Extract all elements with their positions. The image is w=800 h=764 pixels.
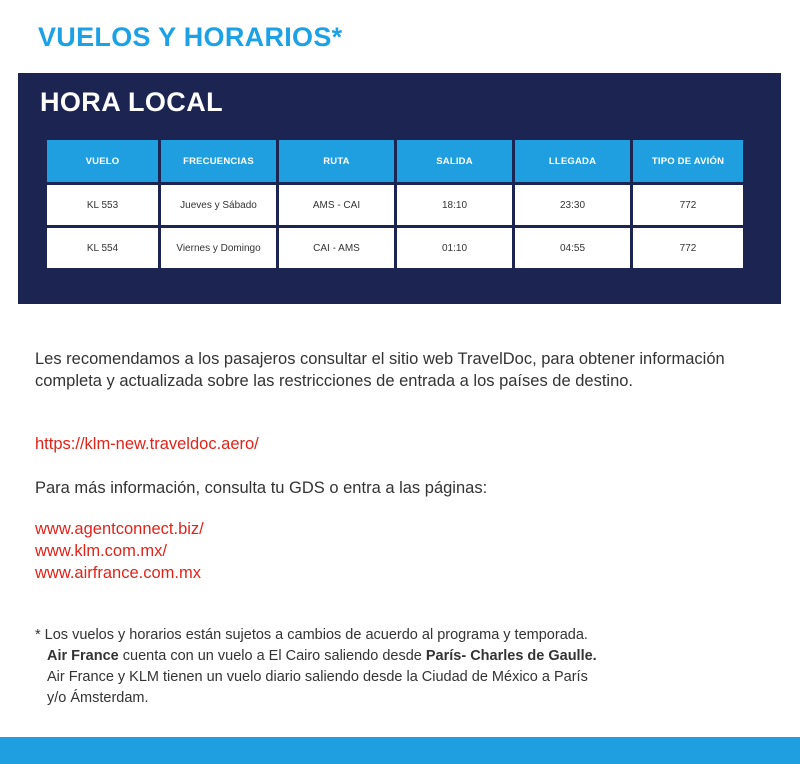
table-header-row [47, 140, 743, 182]
footnote-line-2 [35, 646, 775, 667]
cell-llegada: 04:55 [515, 228, 630, 268]
cell-vuelo: KL 554 [47, 228, 158, 268]
cell-tipo-de-avion: 772 [633, 228, 743, 268]
cell-frecuencias: Viernes y Domingo [161, 228, 276, 268]
page-title: VUELOS Y HORARIOS* [38, 22, 343, 52]
more-info-paragraph: Para más información, consulta tu GDS o entra a las páginas: [35, 479, 488, 497]
footnote-line-1: * Los vuelos y horarios están sujetos a cambios de acuerdo al programa y temporada. [35, 627, 588, 643]
cell-salida: 01:10 [397, 228, 512, 268]
intro-paragraph: Les recomendamos a los pasajeros consultar el sitio web TravelDoc, para obtener información completa y actualizada sobre las restricciones de entrada a los países de destino. [35, 350, 725, 390]
agentconnect-link[interactable]: www.agentconnect.biz/ [35, 520, 204, 538]
table-row [47, 185, 743, 225]
header-ruta: RUTA [279, 140, 394, 182]
cell-ruta: AMS - CAI [279, 185, 394, 225]
cell-ruta: CAI - AMS [279, 228, 394, 268]
footnote-cdg-bold: París- Charles de Gaulle. [425, 648, 597, 664]
cell-vuelo: KL 553 [47, 185, 158, 225]
header-salida: SALIDA [397, 140, 512, 182]
schedule-panel [18, 73, 781, 304]
airfrance-link[interactable]: www.airfrance.com.mx [35, 564, 201, 582]
footnote-airfrance-bold: Air France [47, 648, 119, 664]
cell-salida: 18:10 [397, 185, 512, 225]
footnote-line-2-text: cuenta con un vuelo a El Cairo saliendo desde [118, 648, 426, 664]
footnote [35, 625, 775, 709]
cell-tipo-de-avion: 772 [633, 185, 743, 225]
header-tipo-de-avion: TIPO DE AVIÓN [633, 140, 743, 182]
panel-title: HORA LOCAL [40, 87, 223, 117]
header-vuelo: VUELO [47, 140, 158, 182]
cell-llegada: 23:30 [515, 185, 630, 225]
bottom-bar [0, 737, 800, 764]
footnote-line-3: Air France y KLM tienen un vuelo diario saliendo desde la Ciudad de México a París [47, 669, 588, 685]
footnote-line-4: y/o Ámsterdam. [47, 690, 149, 706]
cell-frecuencias: Jueves y Sábado [161, 185, 276, 225]
flight-table [44, 137, 746, 271]
klm-link[interactable]: www.klm.com.mx/ [35, 542, 167, 560]
table-row [47, 228, 743, 268]
traveldoc-link[interactable]: https://klm-new.traveldoc.aero/ [35, 435, 259, 453]
header-llegada: LLEGADA [515, 140, 630, 182]
header-frecuencias: FRECUENCIAS [161, 140, 276, 182]
